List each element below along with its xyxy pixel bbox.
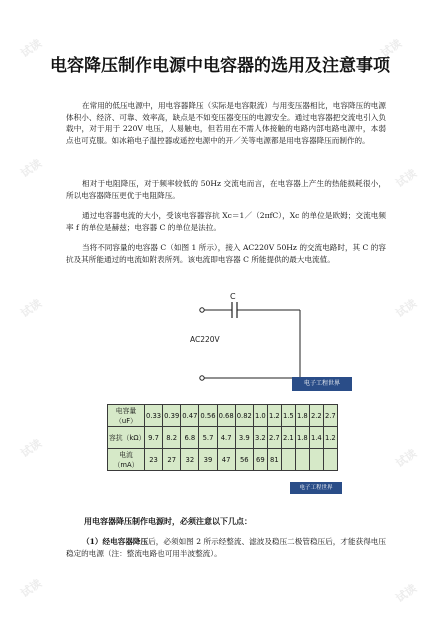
table-cell: 56 bbox=[235, 449, 253, 471]
row-header: 电流（mA） bbox=[108, 449, 145, 471]
table-cell: 39 bbox=[199, 449, 217, 471]
table-cell bbox=[295, 449, 309, 471]
table-row bbox=[108, 427, 338, 449]
table-cell: 3.9 bbox=[235, 427, 253, 449]
table-cell: 3.2 bbox=[253, 427, 267, 449]
table-cell: 0.82 bbox=[235, 405, 253, 427]
section-heading: 用电容器降压制作电源时，必须注意以下几点： bbox=[84, 516, 252, 526]
table-cell: 2.7 bbox=[323, 405, 337, 427]
table-cell bbox=[281, 449, 295, 471]
watermark: 试读 bbox=[393, 166, 420, 191]
watermark: 试读 bbox=[18, 576, 45, 601]
paragraph-table-intro: 当将不同容量的电容器 C（如图 1 所示），接入 AC220V 50Hz 的交流电路时，其 C 的容抗及其所能通过的电流如附表所列。该电流即电容器 C 所能提供的最大电流值。 bbox=[66, 243, 386, 264]
source-label: AC220V bbox=[190, 335, 220, 344]
row-header: 容抗（kΩ） bbox=[108, 427, 145, 449]
table-cell: 4.7 bbox=[217, 427, 235, 449]
paragraph-intro: 在常用的低压电源中，用电容器降压（实际是电容限流）与用变压器相比，电容降压的电源体积小、经济、可靠、效率高，缺点是不如变压器变压的电源安全。通过电容器把交流电引入负载中，对于用于 220V 电压，人易触电，但若用在不需人体接触的电路内部电路电源中，本弱点也可克服。如冰箱电子温控器或遥控电源中的开／关等电源都是用电容器降压而制作的。 bbox=[66, 101, 386, 145]
capacitor-table bbox=[107, 404, 338, 471]
table-cell: 1.4 bbox=[309, 427, 323, 449]
point-1-lead: （1）经电容器降压 bbox=[82, 537, 149, 546]
table-cell: 1.5 bbox=[281, 405, 295, 427]
paragraph-resistor-comparison: 相对于电阻降压，对于频率较低的 50Hz 交流电而言，在电容器上产生的热能损耗很小，所以电容器降压更优于电阻降压。 bbox=[66, 179, 386, 200]
paragraph-reactance: 通过电容器电流的大小，受该电容器容抗 Xc＝1／（2πfC），Xc 的单位是欧姆；交流电频率 f 的单位是赫兹；电容器 C 的单位是法拉。 bbox=[66, 211, 386, 232]
table-cell: 2.1 bbox=[281, 427, 295, 449]
table-cell: 2.2 bbox=[309, 405, 323, 427]
watermark: 试读 bbox=[393, 581, 420, 606]
site-logo: 电子工程世界 bbox=[292, 377, 352, 391]
watermark: 试读 bbox=[393, 296, 420, 321]
watermark: 试读 bbox=[18, 36, 45, 61]
table-cell: 2.7 bbox=[267, 427, 281, 449]
watermark: 试读 bbox=[393, 446, 420, 471]
table-cell: 47 bbox=[217, 449, 235, 471]
page-title: 电容降压制作电源中电容器的选用及注意事项 bbox=[50, 56, 390, 76]
point-1-text: 后，必须如图 2 所示经整流、滤波及稳压二极管稳压后，才能获得电压稳定的电源（注：整流电路也可用半波整流）。 bbox=[66, 537, 386, 558]
table-cell bbox=[309, 449, 323, 471]
table-cell: 1.0 bbox=[253, 405, 267, 427]
table-cell: 0.47 bbox=[181, 405, 199, 427]
table-cell: 1.2 bbox=[323, 427, 337, 449]
site-logo: 电子工程世界 bbox=[290, 482, 342, 494]
table-row bbox=[108, 405, 338, 427]
table-cell: 5.7 bbox=[199, 427, 217, 449]
capacitor-label: C bbox=[230, 292, 236, 301]
table-cell: 69 bbox=[253, 449, 267, 471]
table-cell: 9.7 bbox=[145, 427, 163, 449]
watermark: 试读 bbox=[18, 436, 45, 461]
table-cell: 27 bbox=[163, 449, 181, 471]
watermark: 试读 bbox=[18, 156, 45, 181]
table-cell: 0.33 bbox=[145, 405, 163, 427]
table-cell: 81 bbox=[267, 449, 281, 471]
table-cell: 1.2 bbox=[267, 405, 281, 427]
table-cell: 1.8 bbox=[295, 405, 309, 427]
table-cell: 0.56 bbox=[199, 405, 217, 427]
table-cell: 23 bbox=[145, 449, 163, 471]
row-header: 电容量（uF） bbox=[108, 405, 145, 427]
table-cell: 8.2 bbox=[163, 427, 181, 449]
watermark: 试读 bbox=[378, 36, 405, 61]
table-cell: 6.8 bbox=[181, 427, 199, 449]
table-cell: 0.39 bbox=[163, 405, 181, 427]
table-cell: 1.8 bbox=[295, 427, 309, 449]
table-row bbox=[108, 449, 338, 471]
table-cell: 32 bbox=[181, 449, 199, 471]
table-cell bbox=[323, 449, 337, 471]
table-cell: 0.68 bbox=[217, 405, 235, 427]
paragraph-point-1 bbox=[66, 536, 386, 559]
watermark: 试读 bbox=[18, 296, 45, 321]
